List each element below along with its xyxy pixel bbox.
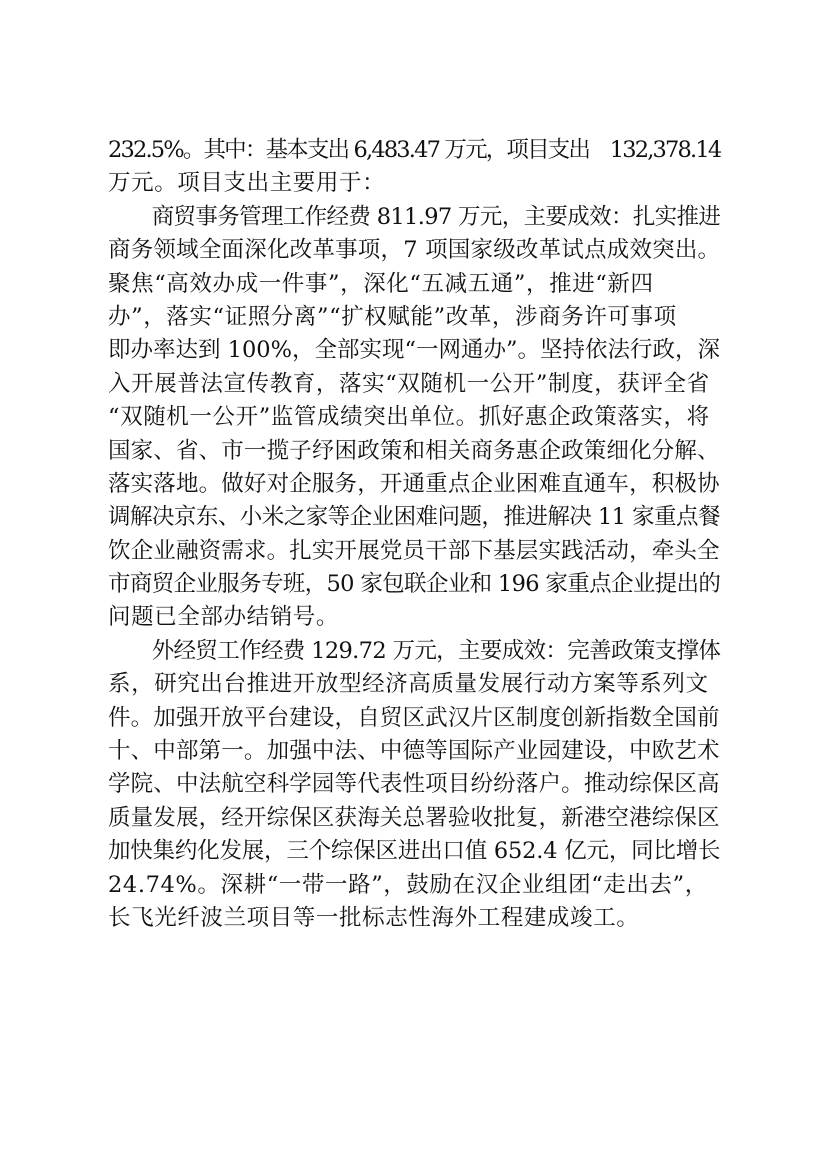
- text-line: 系，研究出台推进开放型经济高质量发展行动方案等系列文: [108, 671, 709, 698]
- text-line: 即办率达到 100%，全部实现“一网通办”。坚持依法行政，深: [108, 337, 720, 364]
- document-body: [108, 134, 720, 935]
- text-line: 聚焦“高效办成一件事”，深化“五减五通”，推进“新四: [108, 270, 654, 297]
- text-line: 232.5%。其中：基本支出 6,483.47 万元，项目支出 132,378.14: [108, 137, 721, 163]
- text-line: 入开展普法宣传教育，落实“双随机一公开”制度，获评全省: [108, 370, 710, 397]
- text-line: 加快集约化发展，三个综保区进出口值 652.4 亿元，同比增长: [108, 838, 721, 865]
- paragraph-first-line: 外经贸工作经费 129.72 万元，主要成效：完善政策支撑体: [108, 637, 721, 664]
- text-line: 质量发展，经开综保区获海关总署验收批复，新港空港综保区: [108, 804, 720, 831]
- text-line: 问题已全部办结销号。: [108, 604, 340, 631]
- text-line: 商务领域全面深化改革事项，7 项国家级改革试点成效突出。: [108, 237, 721, 264]
- text-line: 长飞光纤波兰项目等一批标志性海外工程建成竣工。: [108, 904, 640, 931]
- text-line: 万元。项目支出主要用于：: [108, 170, 386, 197]
- text-line: 落实落地。做好对企服务，开通重点企业困难直通车，积极协: [108, 470, 720, 497]
- text-line: “双随机一公开”监管成绩突出单位。抓好惠企政策落实，将: [108, 404, 710, 431]
- paragraph-first-line: 商贸事务管理工作经费 811.97 万元，主要成效：扎实推进: [108, 203, 721, 230]
- text-line: 调解决京东、小米之家等企业困难问题，推进解决 11 家重点餐: [108, 504, 720, 531]
- text-line: 国家、省、市一揽子纾困政策和相关商务惠企政策细化分解、: [108, 437, 720, 464]
- text-line: 饮企业融资需求。扎实开展党员干部下基层实践活动，牵头全: [108, 537, 720, 564]
- text-line: 24.74%。深耕“一带一路”，鼓励在汉企业组团“走出去”，: [108, 871, 708, 898]
- text-line: 市商贸企业服务专班，50 家包联企业和 196 家重点企业提出的: [108, 571, 721, 598]
- text-line: 十、中部第一。加强中法、中德等国际产业园建设，中欧艺术: [108, 738, 720, 765]
- text-line: 办”，落实“证照分离”“扩权赋能”改革，涉商务许可事项: [108, 303, 677, 330]
- text-line: 件。加强开放平台建设，自贸区武汉片区制度创新指数全国前: [108, 704, 720, 731]
- text-line: 学院、中法航空科学园等代表性项目纷纷落户。推动综保区高: [108, 771, 720, 798]
